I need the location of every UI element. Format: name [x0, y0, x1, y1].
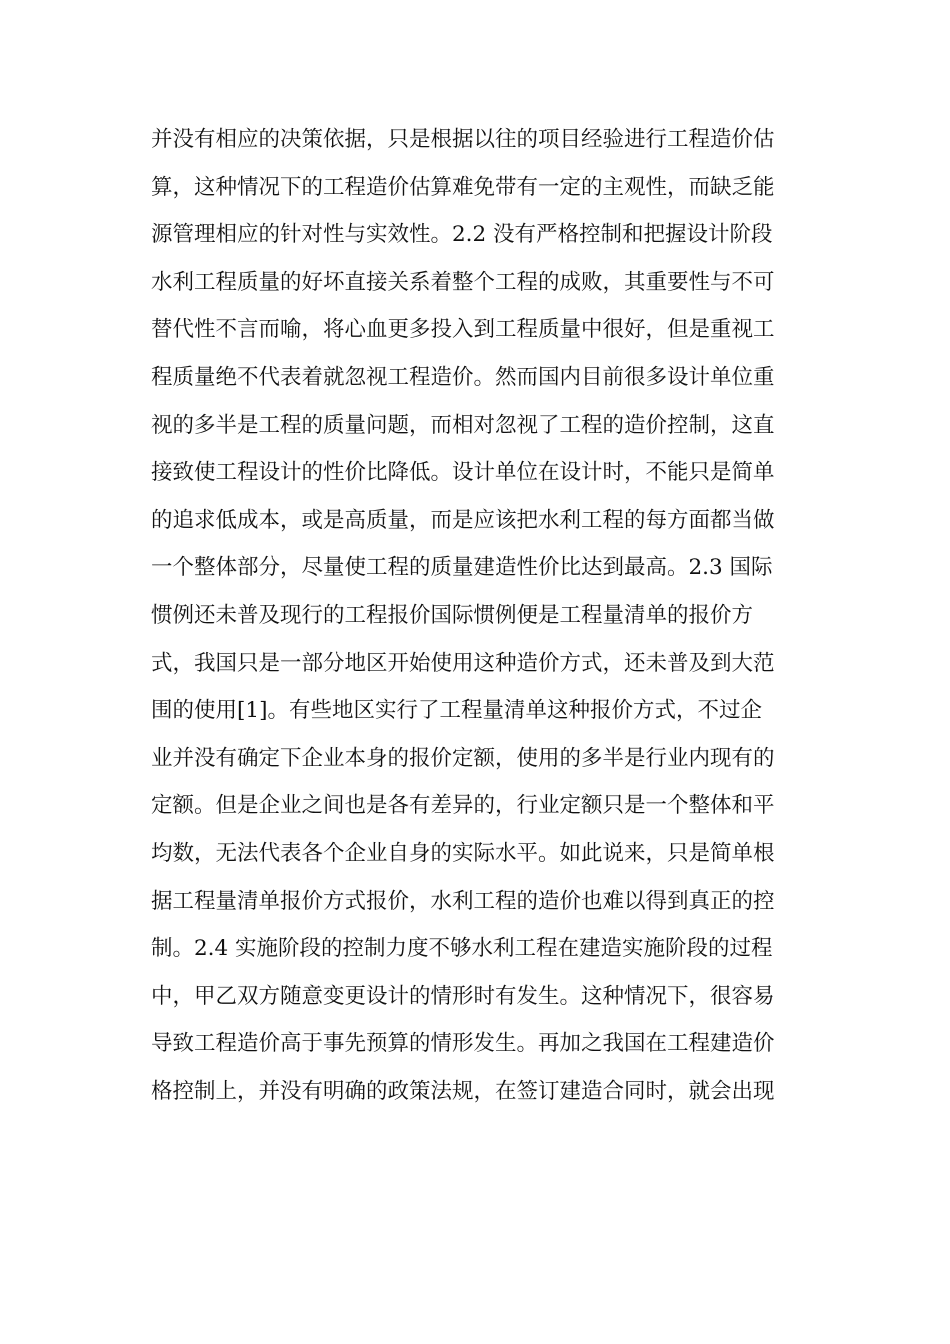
text-line: 接致使工程设计的性价比降低。设计单位在设计时，不能只是简单: [151, 460, 775, 486]
text-line: 惯例还未普及现行的工程报价国际惯例便是工程量清单的报价方: [151, 602, 754, 628]
text-line: 的追求低成本，或是高质量，而是应该把水利工程的每方面都当做: [151, 507, 775, 533]
text-line: 一个整体部分，尽量使工程的质量建造性价比达到最高。2.3 国际: [151, 555, 773, 581]
text-line: 水利工程质量的好坏直接关系着整个工程的成败，其重要性与不可: [151, 269, 775, 295]
text-line: 并没有相应的决策依据，只是根据以往的项目经验进行工程造价估: [151, 127, 775, 152]
text-line: 制。2.4 实施阶段的控制力度不够水利工程在建造实施阶段的过程: [151, 936, 773, 962]
text-line: 业并没有确定下企业本身的报价定额，使用的多半是行业内现有的: [151, 745, 775, 771]
text-line: 源管理相应的针对性与实效性。2.2 没有严格控制和把握设计阶段: [151, 222, 773, 248]
text-line: 程质量绝不代表着就忽视工程造价。然而国内目前很多设计单位重: [151, 364, 775, 390]
text-line: 导致工程造价高于事先预算的情形发生。再加之我国在工程建造价: [151, 1031, 775, 1057]
text-line: 据工程量清单报价方式报价，水利工程的造价也难以得到真正的控: [151, 888, 775, 914]
text-line: 视的多半是工程的质量问题，而相对忽视了工程的造价控制，这直: [151, 412, 775, 438]
body-text: [151, 116, 811, 1115]
text-line: 替代性不言而喻，将心血更多投入到工程质量中很好，但是重视工: [151, 317, 775, 343]
text-line: 均数，无法代表各个企业自身的实际水平。如此说来，只是简单根: [151, 840, 775, 866]
text-line: 中，甲乙双方随意变更设计的情形时有发生。这种情况下，很容易: [151, 983, 775, 1009]
text-line: 定额。但是企业之间也是各有差异的，行业定额只是一个整体和平: [151, 793, 775, 819]
text-line: 格控制上，并没有明确的政策法规，在签订建造合同时，就会出现: [151, 1078, 775, 1104]
text-line: 算，这种情况下的工程造价估算难免带有一定的主观性，而缺乏能: [151, 174, 775, 200]
text-line: 围的使用[1]。有些地区实行了工程量清单这种报价方式，不过企: [151, 698, 762, 724]
text-line: 式，我国只是一部分地区开始使用这种造价方式，还未普及到大范: [151, 650, 775, 676]
